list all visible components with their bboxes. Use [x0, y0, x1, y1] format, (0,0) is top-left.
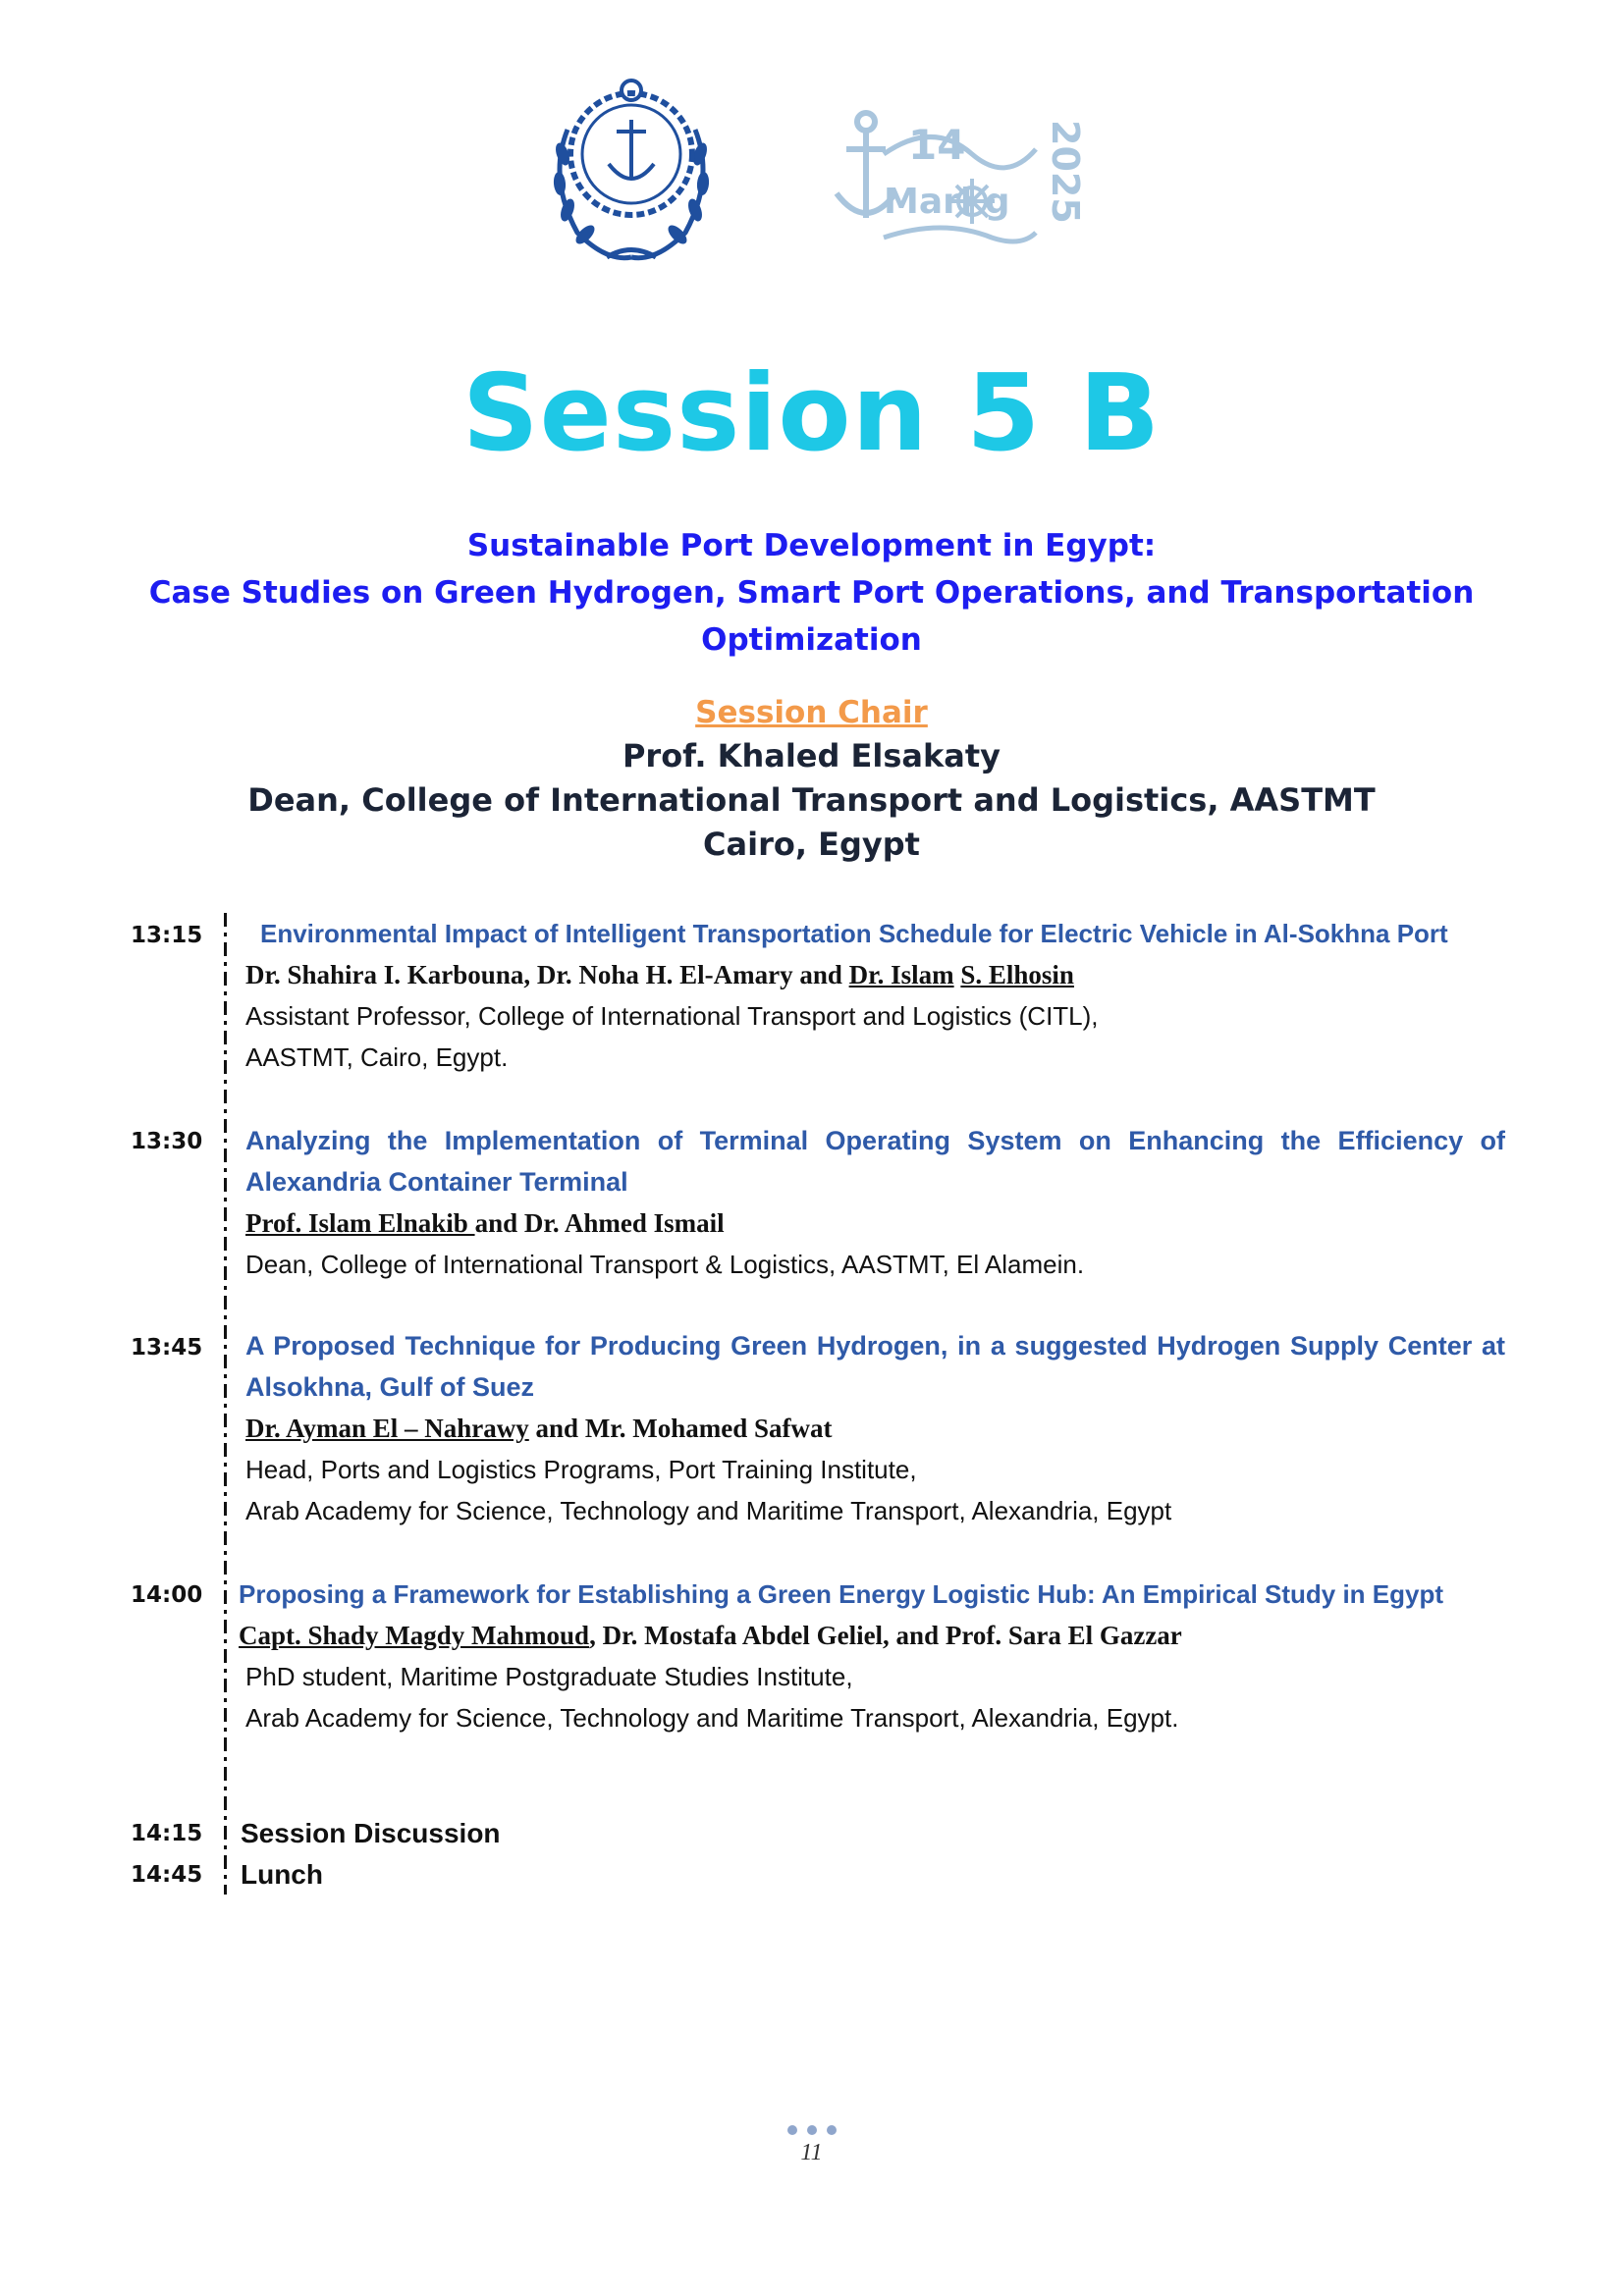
logo-row	[0, 61, 1623, 267]
chair-name: Prof. Khaled Elsakaty	[622, 737, 1001, 774]
aast-logo	[538, 61, 725, 267]
author-text: Dr. Islam	[848, 960, 954, 989]
affiliation-line: Arab Academy for Science, Technology and Maritime Transport, Alexandria, Egypt.	[245, 1703, 1179, 1733]
affiliation-line: Head, Ports and Logistics Programs, Port Training Institute,	[245, 1455, 917, 1484]
author-text: Dr. Ayman El – Nahrawy	[245, 1414, 529, 1443]
author-text: , Dr. Mostafa Abdel Geliel, and Prof. Sara El Gazzar	[589, 1621, 1182, 1650]
marlog-year: 2025	[1044, 120, 1087, 224]
talk-authors	[239, 1615, 1515, 1656]
affiliation-line: PhD student, Maritime Postgraduate Studies Institute,	[245, 1662, 853, 1691]
talk-affiliation	[245, 1244, 1505, 1285]
talk-item	[245, 913, 1537, 1078]
author-text: and Mr. Mohamed Safwat	[528, 1414, 833, 1443]
talk-affiliation	[245, 995, 1537, 1078]
talk-item	[239, 1574, 1515, 1738]
talk-title: Environmental Impact of Intelligent Transportation Schedule for Electric Vehicle in Al-Sokhna Port	[260, 919, 1448, 948]
affiliation-line: Assistant Professor, College of International Transport and Logistics (CITL),	[245, 1001, 1099, 1031]
chair-location: Cairo, Egypt	[703, 826, 920, 863]
session-discussion: Session Discussion	[241, 1818, 501, 1848]
author-text: S. Elhosin	[960, 960, 1074, 989]
author-text: Prof. Islam Elnakib	[245, 1208, 475, 1238]
talk-title: A Proposed Technique for Producing Green Hydrogen, in a suggested Hydrogen Supply Center at Alsokhna, Gulf of Suez	[245, 1331, 1505, 1402]
talk-time: 14:00	[131, 1582, 203, 1608]
author-text: and Dr. Ahmed Ismail	[474, 1208, 725, 1238]
talk-time: 13:45	[131, 1335, 203, 1361]
author-text: Dr. Shahira I. Karbouna, Dr. Noha H. El-Amary and	[245, 960, 849, 989]
talk-time: 13:30	[131, 1129, 203, 1154]
session-chair-label: Session Chair	[695, 695, 928, 730]
talk-item	[245, 1325, 1505, 1531]
footer-dots	[0, 2120, 1623, 2139]
marlog-logo	[825, 100, 1087, 267]
talk-authors	[245, 1408, 1505, 1449]
subtitle-line: Optimization	[701, 622, 922, 658]
marlog-wordmark: Marl g	[884, 182, 1010, 222]
session-chair	[0, 691, 1623, 867]
session-title: Session 5 B	[461, 352, 1162, 475]
author-text: Capt. Shady Magdy Mahmoud	[239, 1621, 590, 1650]
subtitle-line: Sustainable Port Development in Egypt:	[466, 528, 1157, 563]
marlog-number: 14	[908, 121, 966, 169]
timeline-divider	[222, 913, 230, 1895]
break-time: 14:15	[131, 1821, 203, 1846]
talk-authors	[245, 1202, 1505, 1244]
talk-title: Analyzing the Implementation of Terminal Operating System on Enhancing the Efficiency of Alexandria Container Terminal	[245, 1126, 1505, 1197]
affiliation-line: AASTMT, Cairo, Egypt.	[245, 1042, 509, 1072]
talk-authors	[245, 954, 1537, 995]
chair-position: Dean, College of International Transport and Logistics, AASTMT	[247, 781, 1376, 819]
page-number: 11	[800, 2140, 823, 2165]
affiliation-line: Dean, College of International Transport & Logistics, AASTMT, El Alamein.	[245, 1250, 1085, 1279]
affiliation-line: Arab Academy for Science, Technology and Maritime Transport, Alexandria, Egypt	[245, 1496, 1172, 1525]
session-subtitle	[147, 522, 1476, 664]
talk-item	[245, 1120, 1505, 1285]
talk-affiliation	[245, 1656, 1515, 1738]
talk-affiliation	[245, 1449, 1505, 1531]
break-time: 14:45	[131, 1862, 203, 1888]
talk-time: 13:15	[131, 923, 203, 948]
talk-title: Proposing a Framework for Establishing a Green Energy Logistic Hub: An Empirical Study in Egypt	[239, 1579, 1444, 1609]
subtitle-line: Case Studies on Green Hydrogen, Smart Port Operations, and Transportation	[148, 575, 1475, 611]
lunch: Lunch	[241, 1859, 323, 1890]
